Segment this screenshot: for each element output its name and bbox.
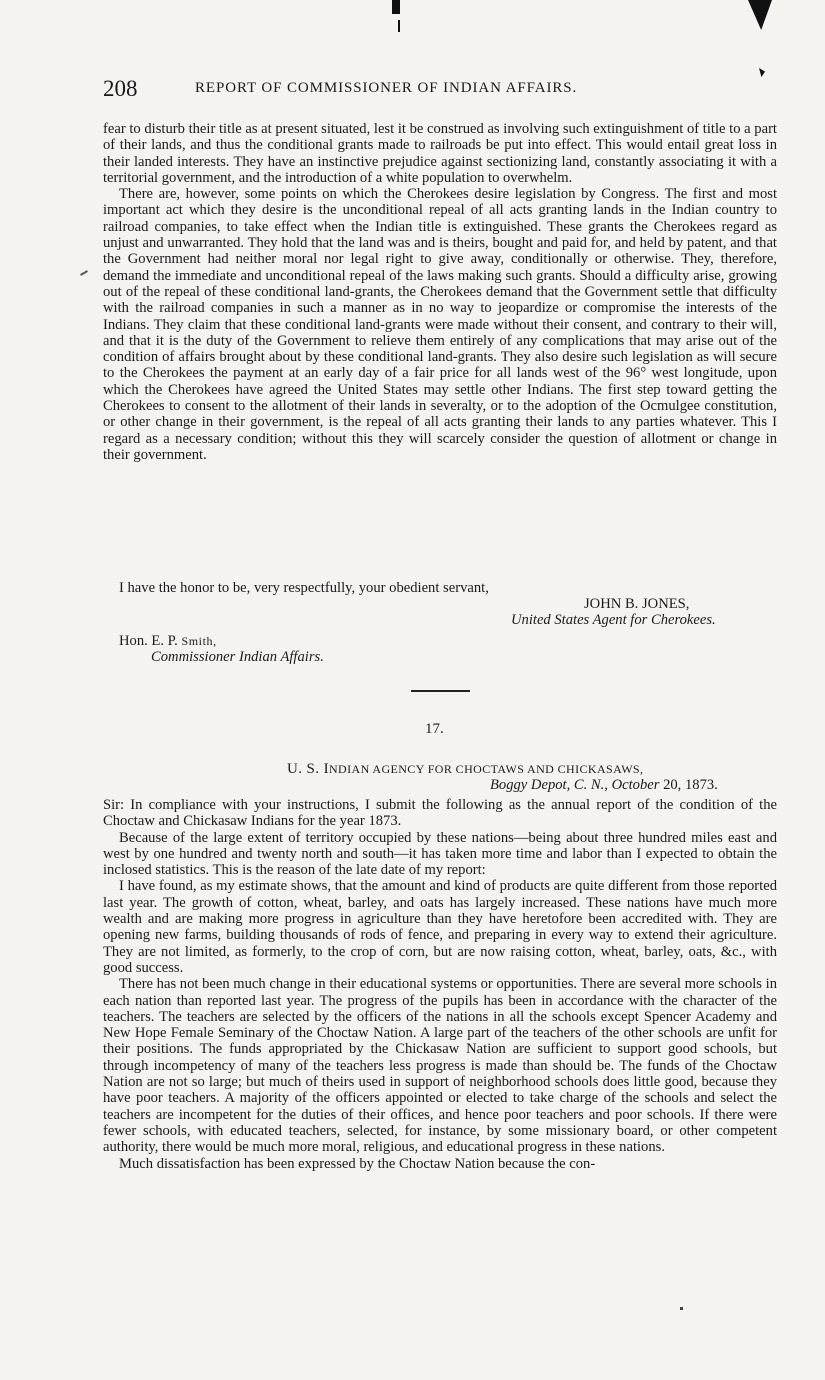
addressee-name: [119, 633, 217, 650]
paragraph: I have found, as my estimate shows, that the amount and kind of products are quite different from those reported last year. The growth of cotton, wheat, barley, and oats has largely increased. These nations have much more wealth and are making more progress in agriculture than they have heretofore been accredited with. They are opening new farms, building thousands of rods of fence, and preparing in every way to extend their agriculture. They are not limited, as formerly, to the crop of corn, but are now raising cotton, wheat, barley, oats, &c., with good success.: [103, 878, 777, 976]
addressee-title: Commissioner Indian Affairs.: [151, 649, 324, 665]
place: Boggy Depot, C. N., October: [490, 777, 660, 793]
page-header: [103, 76, 693, 100]
paragraph: There has not been much change in their educational systems or opportunities. There are several more schools in each nation than reported last year. The progress of the pupils has been in accordance with the character of the teachers. The teachers are selected by the officers of the nations in all the schools except Spencer Academy and New Hope Female Seminary of the Choctaw Nation. A large part of the teachers of the other schools are unfit for their positions. The funds appropriated by the Chickasaw Nation are sufficient to support good schools, but through incompetency of many of the teachers less progress is made than should be. The funds of the Choctaw Nation are not so large; but much of theirs used in support of neighborhood schools does little good, because they have poor teachers. A majority of the officers appointed or elected to take charge of the schools and select the teachers are incompetent for the duties of their offices, and hence poor teachers and poor schools. If there were fewer schools, with educated teachers, selected, for instance, by some missionary board, or other competent authority, there would be much more moral, religious, and educational progress in these nations.: [103, 976, 777, 1156]
letter-body-cherokees: [103, 121, 777, 463]
print-speck: [80, 270, 88, 276]
paragraph: Much dissatisfaction has been expressed by the Choctaw Nation because the con-: [119, 1155, 596, 1172]
agency-heading-rest: NDIAN AGENCY FOR CHOCTAWS AND CHICKASAWS,: [328, 762, 644, 776]
print-mark: [759, 68, 765, 77]
signer-title: United States Agent for Cherokees.: [511, 612, 716, 628]
letter-closing: I have the honor to be, very respectfully, your obedient servant,: [119, 580, 489, 596]
print-mark: [748, 0, 772, 30]
print-mark: [392, 0, 400, 14]
paragraph: Sir: In compliance with your instructions, I submit the following as the annual report of the condition of the Choctaw and Chickasaw Indians for the year 1873.: [103, 797, 777, 830]
paragraph: Because of the large extent of territory occupied by these nations—being about three hundred miles east and west by one hundred and twenty north and south—it has taken more time and labor than I expected to obtain the inclosed statistics. This is the reason of the late date of my report:: [103, 829, 777, 879]
paragraph: fear to disturb their title as at present situated, lest it be construed as involving such extinguishment of title to a part of their lands, and thus the conditional grants made to railroads be put into effect. This would entail great loss in their landed interests. They have an instinctive prejudice against sectionizing land, constantly associating it with a territorial government, and the introduction of a white population to overwhelm.: [103, 121, 777, 186]
addressee-surname: Smith,: [181, 634, 217, 648]
letter-body-choctaws: [103, 797, 777, 1172]
place-date: [490, 777, 718, 794]
section-divider: [411, 690, 470, 692]
running-title: REPORT OF COMMISSIONER OF INDIAN AFFAIRS.: [195, 80, 578, 96]
document-number: 17.: [425, 721, 444, 737]
agency-heading: [287, 761, 643, 778]
agency-heading-prefix: U. S. I: [287, 761, 329, 777]
addressee-prefix: Hon. E. P.: [119, 633, 182, 649]
print-mark: [398, 20, 400, 32]
signer-name: JOHN B. JONES,: [584, 596, 690, 612]
page-number: 208: [103, 76, 138, 101]
date: 20, 1873.: [659, 777, 718, 793]
print-speck: [680, 1307, 683, 1310]
paragraph: There are, however, some points on which the Cherokees desire legislation by Congress. The first and most important act which they desire is the unconditional repeal of all acts granting lands in the Indian country to railroad companies, to take effect when the Indian title is extinguished. These grants the Cherokees regard as unjust and unwarranted. They hold that the land was and is theirs, bought and paid for, and held by patent, and that the Government had neither moral nor legal right to give away, conditionally or otherwise. They, therefore, demand the immediate and unconditional repeal of the laws making such grants. Should a difficulty arise, growing out of the repeal of these conditional land-grants, the Cherokees demand that the Government settle that difficulty with the railroad companies in such a manner as in no way to jeopardize or compromise the interests of the Indians. They claim that these conditional land-grants were made without their consent, and contrary to their will, and that it is the duty of the Government to relieve them entirely of any complications that may arise out of the condition of affairs brought about by these conditional land-grants. They also desire such legislation as will secure to the Cherokees the payment at an early day of a fair price for all lands west of the 96° west longitude, upon which the Cherokees have agreed the United States may settle other Indians. The first step toward getting the Cherokees to consent to the allotment of their lands in severalty, or to the adoption of the Ocmulgee constitution, or other change in their government, is the repeal of all acts granting their lands to any parties whatever. This I regard as a necessary condition; without this they will scarcely consider the question of allotment or change in their government.: [103, 186, 777, 463]
